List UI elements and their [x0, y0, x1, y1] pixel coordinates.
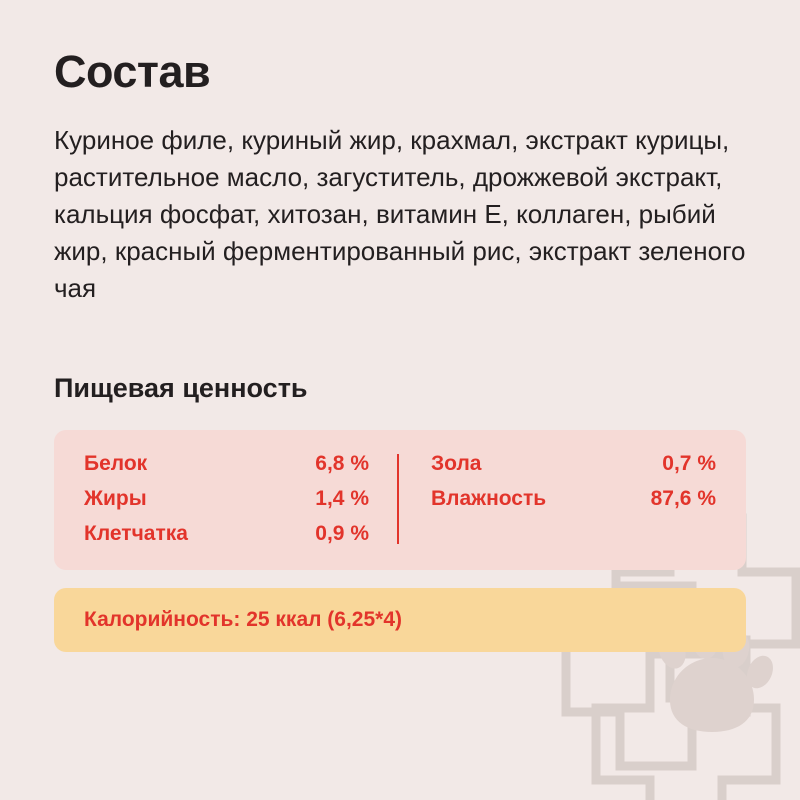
- nutrition-heading: Пищевая ценность: [54, 372, 308, 403]
- nutrition-column-left: [84, 452, 397, 546]
- nutrition-row: [84, 452, 369, 476]
- nutrition-row: [84, 487, 369, 511]
- calorie-text: Калорийность: 25 ккал (6,25*4): [84, 607, 403, 631]
- nutrition-label: Жиры: [84, 486, 147, 510]
- nutrition-label: Влажность: [431, 486, 547, 510]
- nutrition-row: [431, 487, 716, 511]
- calorie-card: [54, 588, 746, 652]
- nutrition-value: 1,4 %: [315, 486, 369, 510]
- page-title: Состав: [54, 46, 211, 97]
- nutrition-row: [84, 522, 369, 546]
- nutrition-value: 0,9 %: [315, 521, 369, 545]
- nutrition-row: [431, 452, 716, 476]
- nutrition-label: Белок: [84, 451, 148, 475]
- nutrition-column-right: [399, 452, 716, 546]
- nutrition-value: 87,6 %: [650, 486, 716, 510]
- nutrition-label: Зола: [431, 451, 482, 475]
- nutrition-label: Клетчатка: [84, 521, 188, 545]
- nutrition-value: 0,7 %: [662, 451, 716, 475]
- nutrition-card: [54, 430, 746, 570]
- nutrition-value: 6,8 %: [315, 451, 369, 475]
- ingredients-text: Куриное филе, куриный жир, крахмал, экстракт курицы, растительное масло, загуститель, дрожжевой экстракт, кальция фосфат, хитозан, витамин Е, коллаген, рыбий жир, красный ферментированный рис, экстракт зеленого чая: [54, 125, 746, 303]
